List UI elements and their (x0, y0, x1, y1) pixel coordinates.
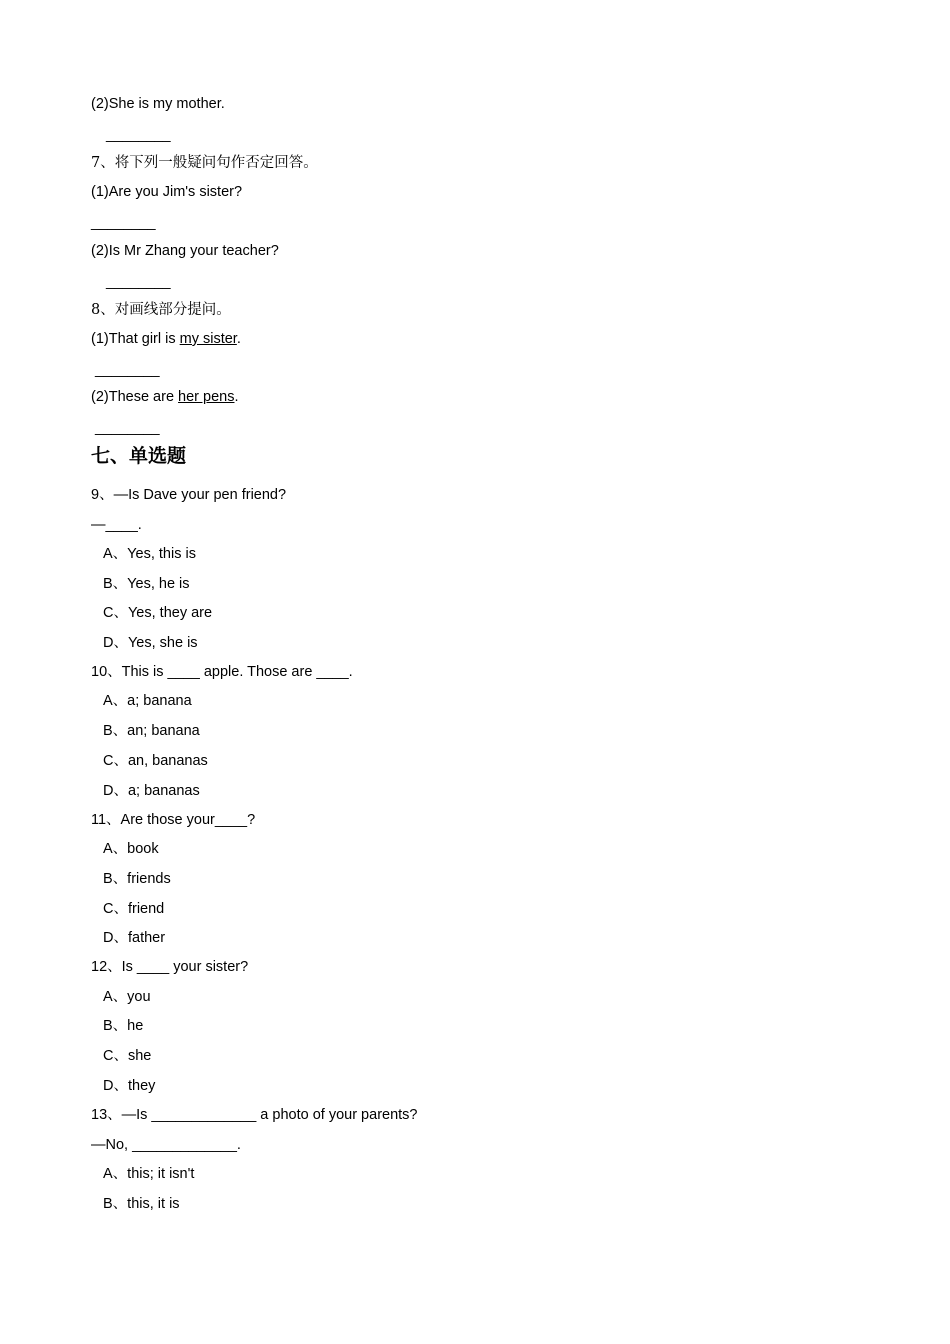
q9-response-blank: ____ (105, 517, 138, 533)
q12-stem: 12、Is ____ your sister? (91, 959, 249, 975)
q9-option-c[interactable]: C、Yes, they are (103, 605, 213, 621)
q6-answer-blank-2: ________ (106, 127, 171, 143)
q13-option-b[interactable]: B、this, it is (103, 1196, 180, 1212)
q8-s2-suffix: . (234, 389, 239, 405)
q8-s1-suffix: . (236, 331, 241, 347)
q11-option-c[interactable]: C、friend (103, 901, 165, 917)
q8-instruction: 8、对画线部分提问。 (91, 302, 231, 318)
q7-instruction: 7、将下列一般疑问句作否定回答。 (91, 155, 318, 171)
q11-option-b[interactable]: B、friends (103, 871, 171, 887)
q12-option-c[interactable]: C、she (103, 1048, 152, 1064)
q10-option-c[interactable]: C、an, bananas (103, 753, 208, 769)
q8-s2-prefix: (2)These are (91, 389, 179, 405)
q12-option-b[interactable]: B、he (103, 1018, 144, 1034)
q6-sentence-2: (2)She is my mother. (91, 96, 225, 112)
q13-option-a[interactable]: A、this; it isn't (103, 1166, 195, 1182)
q7-answer-blank-2: ________ (106, 274, 171, 290)
q12-option-d[interactable]: D、they (103, 1078, 156, 1094)
q7-sentence-2: (2)Is Mr Zhang your teacher? (91, 243, 279, 259)
q9-response (91, 515, 142, 535)
q9-response-dash: — (91, 517, 106, 533)
q9-option-b[interactable]: B、Yes, he is (103, 576, 190, 592)
q10-option-a[interactable]: A、a; banana (103, 693, 192, 709)
q11-option-d[interactable]: D、father (103, 930, 166, 946)
q10-option-d[interactable]: D、a; bananas (103, 783, 200, 799)
q8-sentence-1 (91, 329, 241, 349)
q7-sentence-1: (1)Are you Jim's sister? (91, 184, 243, 200)
q10-option-b[interactable]: B、an; banana (103, 723, 200, 739)
q9-response-period: . (137, 517, 142, 533)
q12-option-a[interactable]: A、you (103, 989, 151, 1005)
q8-s1-underlined: my sister (179, 331, 237, 347)
q9-option-a[interactable]: A、Yes, this is (103, 546, 196, 562)
q13-response: —No, _____________. (91, 1137, 241, 1153)
q8-s1-prefix: (1)That girl is (91, 331, 180, 347)
q13-stem: 13、—Is _____________ a photo of your parents? (91, 1107, 418, 1123)
q11-option-a[interactable]: A、book (103, 841, 159, 857)
q8-answer-blank-1: ________ (95, 362, 160, 378)
q9-option-d[interactable]: D、Yes, she is (103, 635, 198, 651)
q7-answer-blank-1: ________ (91, 215, 156, 231)
q8-answer-blank-2: ________ (95, 420, 160, 436)
q9-stem: 9、—Is Dave your pen friend? (91, 487, 287, 503)
q11-stem: 11、Are those your____? (91, 812, 256, 828)
q10-stem: 10、This is ____ apple. Those are ____. (91, 664, 353, 680)
q8-sentence-2 (91, 387, 239, 407)
q8-s2-underlined: her pens (178, 389, 235, 405)
section-heading-single-choice: 七、单选题 (91, 445, 187, 467)
